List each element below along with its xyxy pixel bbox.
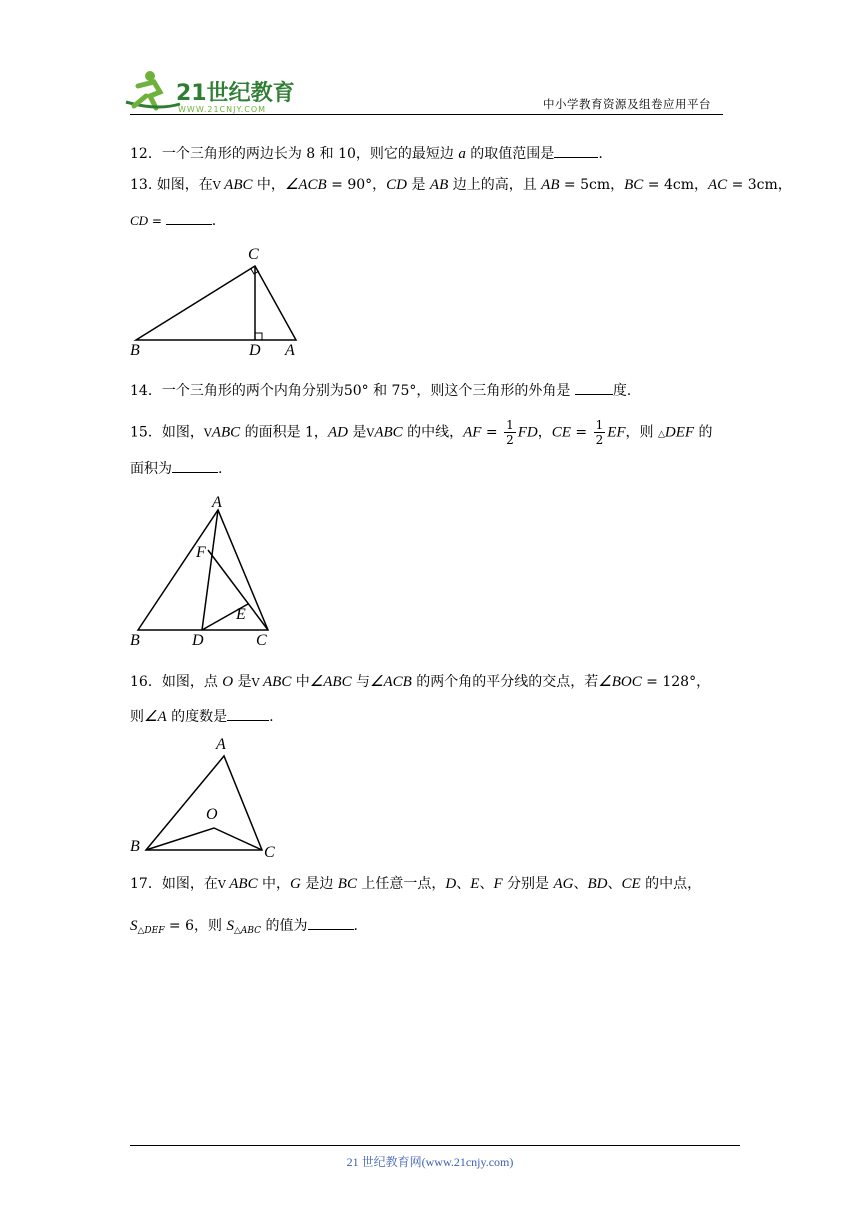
label-E: E (236, 606, 246, 623)
logo-text: 21世纪教育 (176, 81, 295, 106)
answer-blank-15 (172, 458, 218, 473)
question-15-line2: 面积为 . (130, 458, 222, 479)
header-platform-text: 中小学教育资源及组卷应用平台 (543, 97, 711, 111)
figure-15 (128, 494, 288, 654)
question-14: 14．一个三角形的两个内角分别为50° 和 75°，则这个三角形的外角是 度. (130, 380, 631, 401)
label-B: B (130, 342, 140, 359)
question-13: 13. 如图，在V ABC 中，∠ACB = 90°，CD 是 AB 边上的高，且 AB = 5cm，BC = 4cm，AC = 3cm， (130, 177, 792, 193)
label-O: O (206, 806, 218, 823)
label-C: C (248, 246, 259, 263)
logo (120, 66, 300, 116)
question-16: 16．如图，点 O 是V ABC 中∠ABC 与∠ACB 的两个角的平分线的交点，若∠BOC = 128°， (130, 674, 711, 690)
label-C: C (256, 632, 267, 649)
figure-13 (128, 244, 308, 364)
question-17: 17．如图，在V ABC 中，G 是边 BC 上任意一点，D、E、F 分别是 AG、BD、CE 的中点， (130, 876, 702, 892)
fraction-half-2: $\frac{1}{2}$ (595, 418, 604, 447)
header-divider (130, 114, 723, 115)
footer-text: 21 世纪教育网(www.21cnjy.com) (346, 1155, 514, 1169)
label-A: A (216, 736, 226, 753)
answer-blank-16 (227, 706, 269, 721)
label-A: A (285, 342, 295, 359)
question-15: 15．如图，VABC 的面积是 1，AD 是VABC 的中线，AF = $\frac{1}{2}$ FD，CE = $\frac{1}{2}$ EF，则 △DEF 的 (130, 418, 713, 447)
label-B: B (130, 632, 140, 649)
answer-blank-12 (554, 143, 598, 158)
answer-blank-13 (166, 210, 212, 225)
fraction-half-1: $\frac{1}{2}$ (506, 418, 514, 447)
label-B: B (130, 838, 140, 855)
label-F: F (196, 544, 206, 561)
question-17-line2: $S_{\triangle DEF} = 6$，则 $S_{\triangle ABC}$ 的值为 . (130, 915, 358, 941)
label-D: D (192, 632, 204, 649)
question-13-line2: CD = . (130, 210, 216, 231)
label-D: D (249, 342, 261, 359)
label-A: A (212, 494, 222, 511)
question-16-line2: 则∠A 的度数是 . (130, 706, 274, 727)
answer-blank-17 (308, 915, 354, 930)
figure-16 (128, 736, 288, 866)
logo-url: WWW.21CNJY.COM (178, 105, 267, 114)
answer-blank-14 (575, 380, 613, 395)
question-12: 12．一个三角形的两边长为 8 和 10，则它的最短边 a 的取值范围是 . (130, 143, 603, 164)
label-C: C (264, 844, 275, 861)
footer-divider (130, 1145, 740, 1146)
